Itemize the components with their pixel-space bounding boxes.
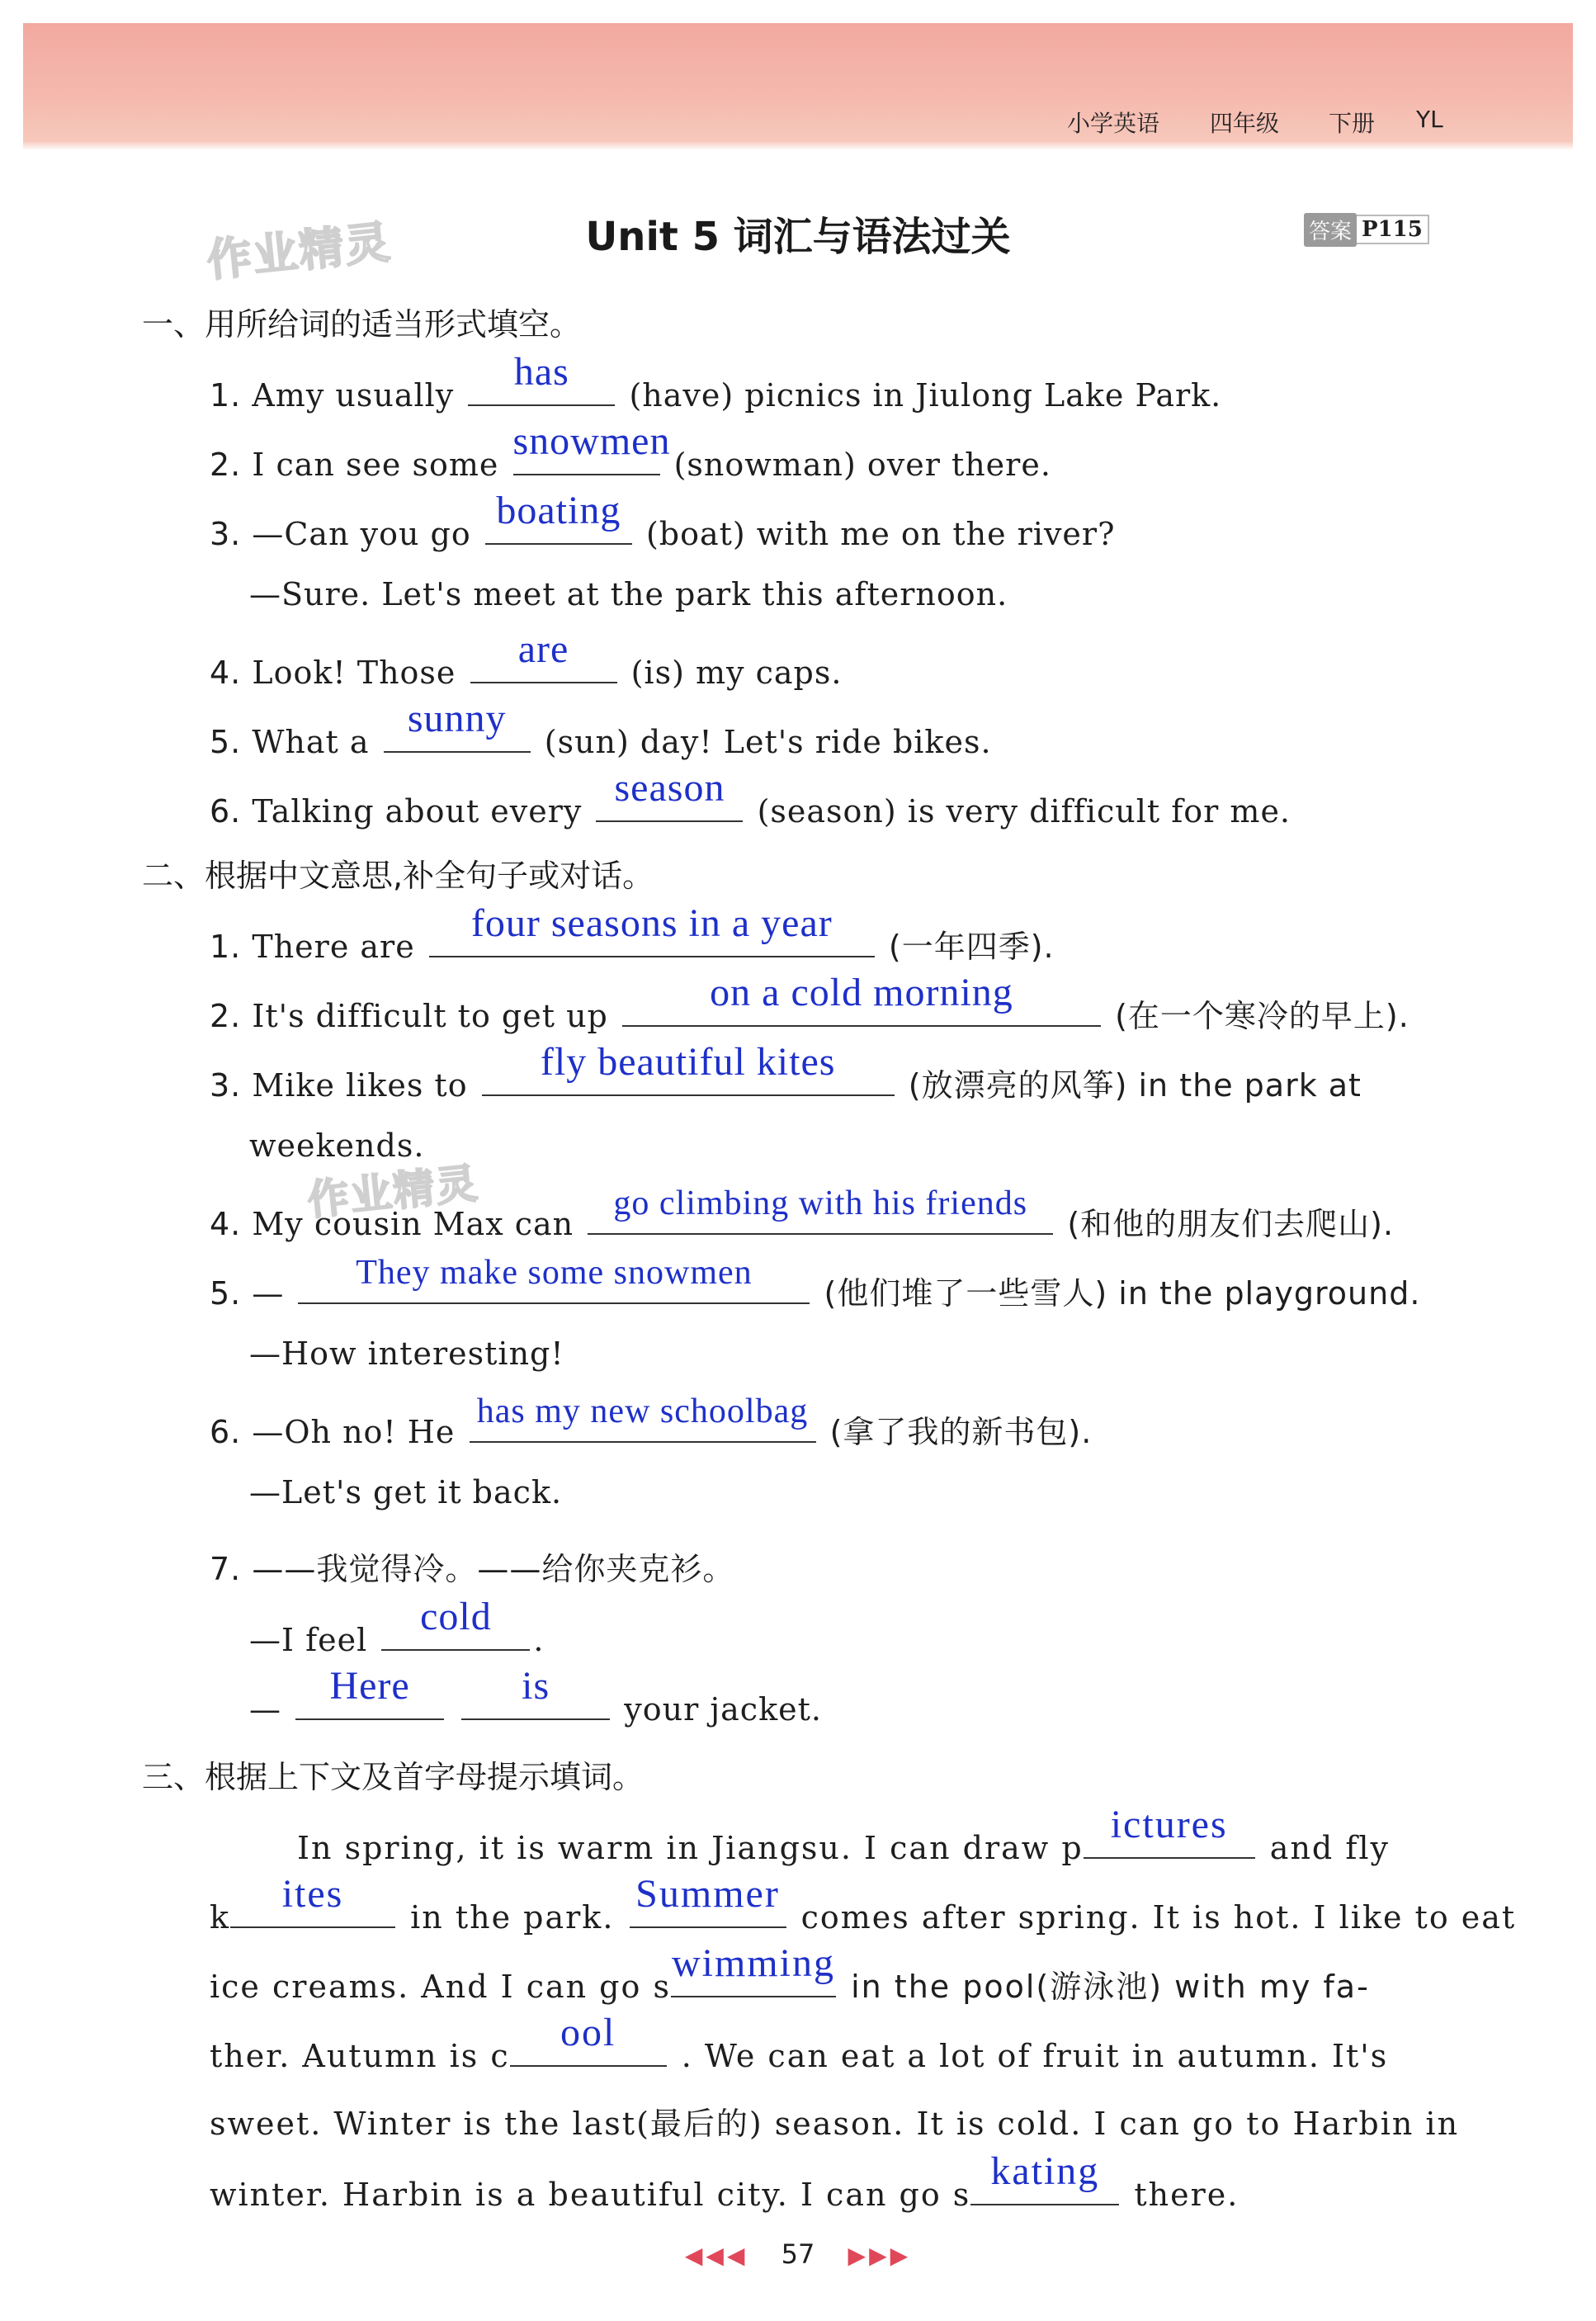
page-number: 57 (781, 2238, 815, 2270)
answer-blank[interactable]: They make some snowmen (298, 1266, 810, 1304)
answer-blank[interactable]: are (470, 645, 617, 683)
answer-blank[interactable]: wimming (671, 1959, 836, 1997)
answer-blank[interactable]: go climbing with his friends (588, 1197, 1053, 1235)
answer-reference (1304, 213, 1429, 246)
p3-line4: ther. Autumn is c ool . We can eat a lot of fruit in autumn. It's (210, 2011, 1389, 2074)
p3-line3: ice creams. And I can go s wimming in the pool(游泳池) with my fa- (210, 1941, 1370, 2005)
page-title: Unit 5 词汇与语法过关 (585, 214, 1011, 260)
p1-q3-reply: —Sure. Let's meet at the park this afternoon. (249, 576, 1008, 612)
answer-blank[interactable]: ool (510, 2029, 667, 2067)
next-arrows-icon: ▶▶▶ (848, 2242, 912, 2269)
page-footer (0, 2238, 1596, 2270)
p2-q1: 1. There are four seasons in a year (一年四季). (210, 901, 1055, 965)
prev-arrows-icon: ◀◀◀ (684, 2242, 748, 2269)
p1-q1: 1. Amy usually has (have) picnics in Jiulong Lake Park. (210, 350, 1222, 414)
p2-q5-reply: —How interesting! (249, 1335, 564, 1372)
answer-blank[interactable]: sunny (384, 715, 531, 753)
section-heading-3: 三、根据上下文及首字母提示填词。 (142, 1759, 645, 1795)
p2-q4: 4. My cousin Max can go climbing with his friends (和他的朋友们去爬山). (210, 1184, 1395, 1242)
p1-q3: 3. —Can you go boating (boat) with me on the river? (210, 489, 1116, 552)
p1-q4: 4. Look! Those are (is) my caps. (210, 627, 843, 691)
p2-q7: 7. ——我觉得冷。——给你夹克衫。 (210, 1551, 735, 1587)
answer-blank[interactable]: kating (970, 2167, 1119, 2205)
p2-q6: 6. —Oh no! He has my new schoolbag (拿了我的新书包). (210, 1392, 1093, 1450)
header-grade: 四年级 (1210, 110, 1280, 137)
p2-q5: 5. — They make some snowmen (他们堆了一些雪人) in the playground. (210, 1254, 1421, 1312)
p3-line6: winter. Harbin is a beautiful city. I can go s kating there. (210, 2149, 1239, 2213)
answer-blank[interactable]: season (596, 784, 743, 822)
p1-q2: 2. I can see some snowmen (snowman) over there. (210, 419, 1051, 483)
p3-line2: k ites in the park. Summer comes after spring. It is hot. I like to eat (210, 1872, 1517, 1936)
p2-q7-line1: —I feel cold . (249, 1595, 545, 1658)
p2-q2: 2. It's difficult to get up on a cold morning (在一个寒冷的早上). (210, 971, 1409, 1034)
answer-blank[interactable]: cold (381, 1613, 530, 1651)
section-heading-1: 一、用所给词的适当形式填空。 (142, 306, 582, 343)
answer-blank[interactable]: has (468, 368, 615, 406)
answer-blank[interactable]: ites (230, 1890, 395, 1928)
p2-q7-line2: — Here is your jacket. (249, 1664, 822, 1728)
header-band-edge (23, 140, 1573, 150)
answer-tag: 答案 (1304, 213, 1357, 247)
header-volume: 下册 (1329, 110, 1376, 137)
answer-blank[interactable]: fly beautiful kites (482, 1058, 895, 1096)
p3-line1: In spring, it is warm in Jiangsu. I can draw p ictures and fly (297, 1803, 1391, 1866)
header-edition: YL (1416, 106, 1443, 133)
p2-q3: 3. Mike likes to fly beautiful kites (放漂亮的风筝) in the park at (210, 1040, 1362, 1104)
p2-q6-reply: —Let's get it back. (249, 1474, 563, 1510)
answer-blank[interactable]: on a cold morning (622, 989, 1101, 1027)
answer-page: P115 (1357, 215, 1429, 244)
p1-q5: 5. What a sunny (sun) day! Let's ride bikes. (210, 697, 992, 760)
answer-blank[interactable]: has my new schoolbag (470, 1405, 816, 1443)
p2-q3-cont: weekends. (249, 1127, 425, 1164)
answer-blank[interactable]: Summer (630, 1890, 786, 1928)
watermark-logo: 作业精灵 (305, 1159, 481, 1225)
section-heading-2: 二、根据中文意思,补全句子或对话。 (142, 858, 654, 894)
answer-blank[interactable]: ictures (1084, 1821, 1255, 1859)
answer-blank[interactable]: Here (295, 1682, 444, 1720)
p1-q6: 6. Talking about every season (season) is very difficult for me. (210, 766, 1291, 830)
answer-blank[interactable]: is (461, 1682, 610, 1720)
answer-blank[interactable]: boating (485, 507, 632, 545)
watermark-logo: 作业精灵 (204, 215, 394, 287)
header-subject: 小学英语 (1067, 110, 1160, 137)
answer-blank[interactable]: four seasons in a year (429, 919, 875, 957)
answer-blank[interactable]: snowmen (513, 437, 660, 475)
p3-line5: sweet. Winter is the last(最后的) season. It is cold. I can go to Harbin in (210, 2106, 1460, 2142)
